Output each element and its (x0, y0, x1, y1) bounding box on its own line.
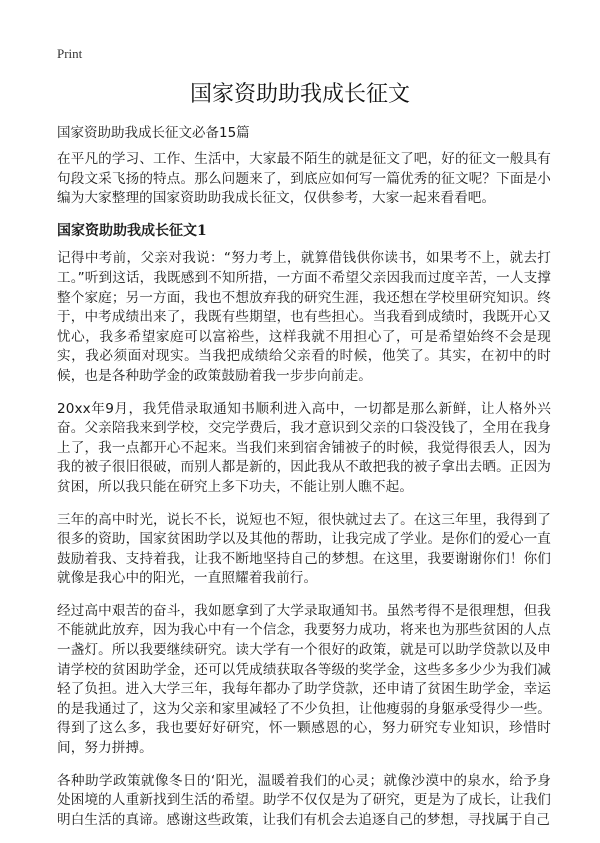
article-body (57, 150, 551, 843)
body-paragraph: 经过高中艰苦的奋斗，我如愿拿到了大学录取通知书。虽然考得不是很理想，但我不能就此放弃，因为我心中有一个信念，我要努力成功，将来也为那些贫困的人点一盏灯。所以我要继续研究。读大学有一个很好的政策，就是可以助学贷款以及申请学校的贫困助学金，还可以凭成绩获取各等级的奖学金，这些多多少少为我们减轻了负担。进入大学三年，我每年都办了助学贷款，还申请了贫困生助学金，幸运的是我通过了，这为父亲和家里减轻了不少负担，让他瘦弱的身躯承受得少一些。得到了这么多，我也要好好研究，怀一颗感恩的心，努力研究专业知识，珍惜时间，努力拼搏。 (57, 602, 551, 757)
intro-paragraph: 在平凡的学习、工作、生活中，大家最不陌生的就是征文了吧，好的征文一般具有句段文采飞扬的特点。那么问题来了，到底应如何写一篇优秀的征文呢？下面是小编为大家整理的国家资助助我成长征文，仅供参考，大家一起来看看吧。 (57, 151, 551, 207)
print-link[interactable]: Print (57, 46, 83, 61)
document-subtitle: 国家资助助我成长征文必备15篇 (57, 125, 250, 141)
body-paragraph: 记得中考前，父亲对我说：“努力考上，就算借钱供你读书，如果考不上，就去打工。”听到这话，我既感到不知所措，一方面不希望父亲因我而过度辛苦，一人支撑整个家庭；另一方面，我也不想放弃我的研究生涯，我还想在学校里研究知识。终于，中考成绩出来了，我既有些期望，也有些担心。当我看到成绩时，我既开心又忧心，我多希望家庭可以富裕些，这样我就不用担心了，可是希望始终不会是现实，我必须面对现实。当我把成绩给父亲看的时候，他笑了。其实，在初中的时候，也是各种助学金的政策鼓励着我一步步向前走。 (57, 250, 551, 384)
body-paragraph: 20xx年9月，我凭借录取通知书顺利进入高中，一切都是那么新鲜，让人格外兴奋。父亲陪我来到学校，交完学费后，我才意识到父亲的口袋没钱了，全用在我身上了，我一点都开心不起来。当我们来到宿舍铺被子的时候，我觉得很丢人，因为我的被子很旧很破，而别人都是新的，因此我从不敢把我的被子拿出去晒。正因为贫困，所以我只能在研究上多下功夫，不能让别人瞧不起。 (57, 400, 551, 495)
page-title: 国家资助助我成长征文 (189, 82, 410, 107)
body-paragraph: 三年的高中时光，说长不长，说短也不短，很快就过去了。在这三年里，我得到了很多的资助，国家贫困助学以及其他的帮助，让我完成了学业。是你们的爱心一直鼓励着我、支持着我，让我不断地坚持自己的梦想。在这里，我要谢谢你们！你们就像是我心中的阳光，一直照耀着我前行。 (57, 511, 551, 587)
body-paragraph: 各种助学政策就像冬日的‘阳光，温暖着我们的心灵；就像沙漠中的泉水，给予身处困境的人重新找到生活的希望。助学不仅仅是为了研究，更是为了成长，让我们明白生活的真谛。感谢这些政策，让我们有机会去追逐自己的梦想，寻找属于自己 (57, 772, 551, 828)
section-heading: 国家资助助我成长征文1 (57, 222, 207, 239)
